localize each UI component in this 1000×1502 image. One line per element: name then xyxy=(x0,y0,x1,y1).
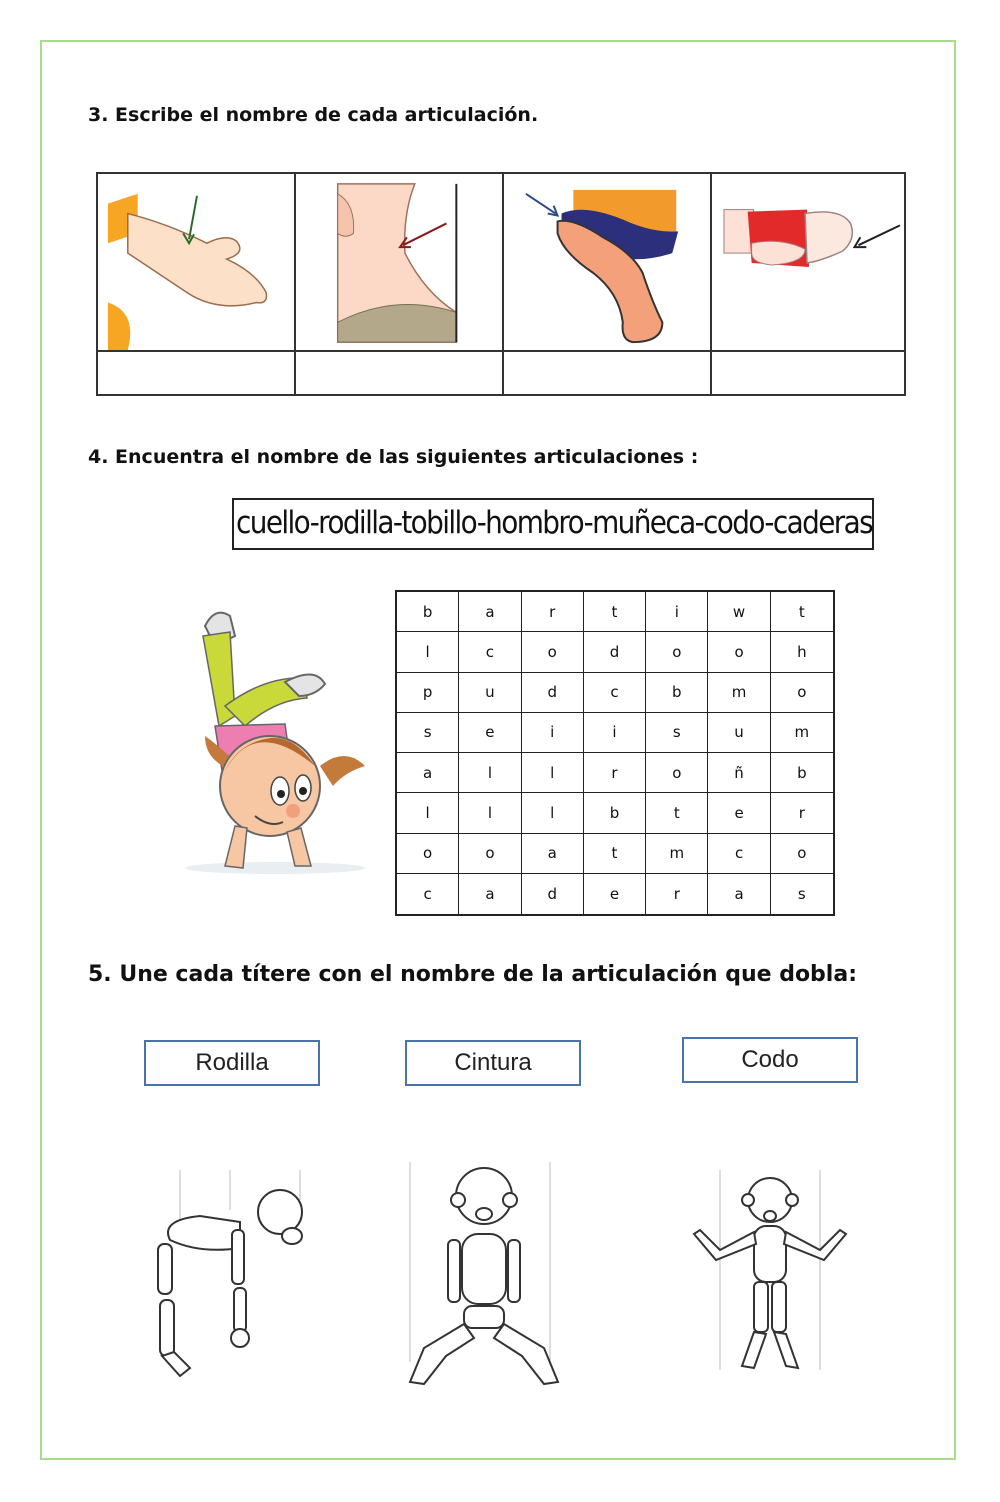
grid-cell[interactable]: o xyxy=(646,632,708,672)
grid-cell[interactable]: e xyxy=(584,874,646,914)
grid-cell[interactable]: u xyxy=(459,673,521,713)
grid-cell[interactable]: a xyxy=(708,874,770,914)
grid-cell[interactable]: b xyxy=(771,753,833,793)
grid-cell[interactable]: i xyxy=(646,592,708,632)
grid-cell[interactable]: i xyxy=(522,713,584,753)
neck-image xyxy=(296,174,504,352)
grid-cell[interactable]: l xyxy=(459,793,521,833)
grid-cell[interactable]: p xyxy=(397,673,459,713)
section-5-heading: 5. Une cada títere con el nombre de la articulación que dobla: xyxy=(88,962,857,987)
grid-cell[interactable]: u xyxy=(708,713,770,753)
section-3-heading: 3. Escribe el nombre de cada articulación. xyxy=(88,104,539,126)
puppet-bent-knees[interactable] xyxy=(400,1162,570,1390)
section-4-heading: 4. Encuentra el nombre de las siguientes articulaciones : xyxy=(88,446,699,468)
grid-cell[interactable]: m xyxy=(771,713,833,753)
answer-cell-elbow[interactable] xyxy=(712,352,904,394)
grid-cell[interactable]: a xyxy=(522,834,584,874)
grid-cell[interactable]: r xyxy=(522,592,584,632)
joints-table xyxy=(96,172,906,396)
grid-cell[interactable]: l xyxy=(459,753,521,793)
grid-cell[interactable]: t xyxy=(771,592,833,632)
grid-cell[interactable]: e xyxy=(459,713,521,753)
grid-cell[interactable]: s xyxy=(646,713,708,753)
grid-cell[interactable]: r xyxy=(584,753,646,793)
grid-cell[interactable]: c xyxy=(584,673,646,713)
grid-cell[interactable]: e xyxy=(708,793,770,833)
label-codo[interactable]: Codo xyxy=(682,1037,858,1083)
grid-cell[interactable]: o xyxy=(522,632,584,672)
grid-cell[interactable]: o xyxy=(397,834,459,874)
grid-cell[interactable]: b xyxy=(646,673,708,713)
grid-cell[interactable]: b xyxy=(584,793,646,833)
grid-cell[interactable]: ñ xyxy=(708,753,770,793)
grid-cell[interactable]: r xyxy=(646,874,708,914)
grid-cell[interactable]: t xyxy=(584,834,646,874)
grid-cell[interactable]: c xyxy=(397,874,459,914)
grid-cell[interactable]: c xyxy=(708,834,770,874)
grid-cell[interactable]: m xyxy=(646,834,708,874)
grid-cell[interactable]: a xyxy=(459,592,521,632)
grid-cell[interactable]: h xyxy=(771,632,833,672)
grid-cell[interactable]: l xyxy=(522,753,584,793)
grid-cell[interactable]: l xyxy=(397,632,459,672)
grid-cell[interactable]: w xyxy=(708,592,770,632)
grid-cell[interactable]: l xyxy=(522,793,584,833)
grid-cell[interactable]: r xyxy=(771,793,833,833)
grid-cell[interactable]: o xyxy=(771,673,833,713)
grid-cell[interactable]: a xyxy=(397,753,459,793)
grid-cell[interactable]: d xyxy=(522,874,584,914)
grid-cell[interactable]: s xyxy=(797,884,806,903)
grid-cell[interactable]: o xyxy=(771,834,833,874)
grid-cell[interactable]: t xyxy=(584,592,646,632)
grid-cell[interactable]: o xyxy=(708,632,770,672)
puppet-bent-waist[interactable] xyxy=(140,1170,320,1390)
grid-cell[interactable]: d xyxy=(522,673,584,713)
elbow-image xyxy=(712,174,904,352)
puppet-bent-elbows[interactable] xyxy=(680,1170,860,1380)
grid-cell[interactable]: m xyxy=(708,673,770,713)
word-search-grid xyxy=(395,590,835,916)
wrist-image xyxy=(98,174,296,352)
word-list: cuello-rodilla-tobillo-hombro-muñeca-codo-caderas xyxy=(232,498,874,550)
grid-cell[interactable]: t xyxy=(646,793,708,833)
grid-cell[interactable]: o xyxy=(459,834,521,874)
label-cintura[interactable]: Cintura xyxy=(405,1040,581,1086)
grid-cell[interactable]: s xyxy=(397,713,459,753)
answer-cell-neck[interactable] xyxy=(296,352,504,394)
answer-cell-knee[interactable] xyxy=(504,352,712,394)
grid-cell[interactable]: o xyxy=(646,753,708,793)
grid-cell[interactable]: a xyxy=(459,874,521,914)
grid-cell[interactable]: d xyxy=(584,632,646,672)
handstand-girl-illustration xyxy=(175,596,370,880)
knee-image xyxy=(504,174,712,352)
grid-cell[interactable]: c xyxy=(459,632,521,672)
grid-cell[interactable]: l xyxy=(397,793,459,833)
grid-cell[interactable]: b xyxy=(397,592,459,632)
label-rodilla[interactable]: Rodilla xyxy=(144,1040,320,1086)
grid-cell[interactable]: i xyxy=(584,713,646,753)
answer-cell-wrist[interactable] xyxy=(98,352,296,394)
